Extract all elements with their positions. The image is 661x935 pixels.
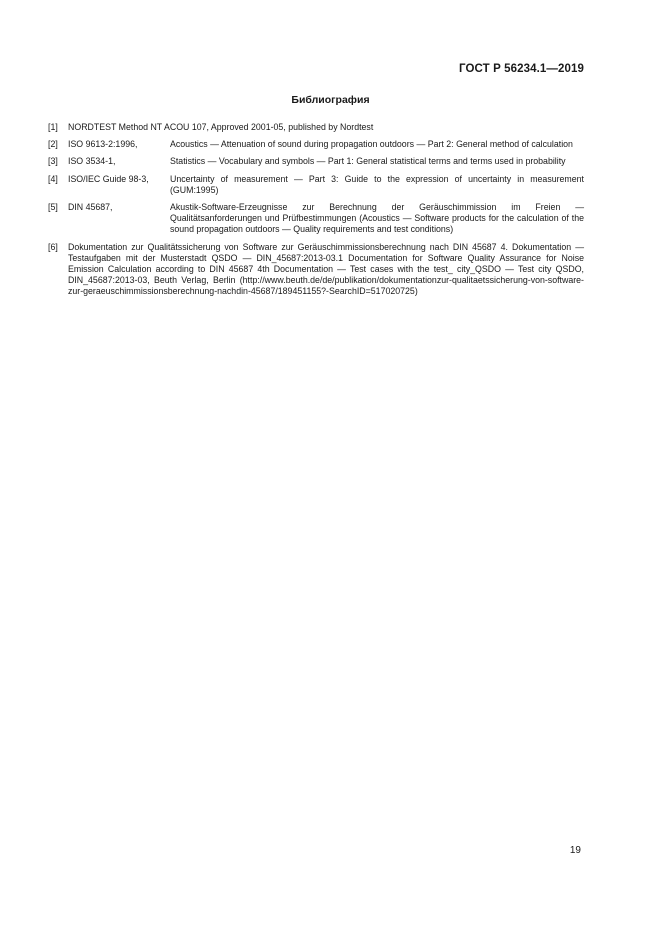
bibliography-entry xyxy=(48,174,584,196)
entry-text: Uncertainty of measurement — Part 3: Guide to the expression of uncertainty in measurement (GUM:1995) xyxy=(170,173,584,195)
page-number: 19 xyxy=(569,845,581,856)
bibliography-title: Библиография xyxy=(291,94,370,106)
bibliography-list xyxy=(48,122,584,304)
bibliography-entry xyxy=(48,156,584,167)
entry-number: [3] xyxy=(48,156,58,167)
entry-text: Dokumentation zur Qualitätssicherung von Software zur Geräuschimmissionsberechnung nach DIN 45687 4. Dokumentation — Testaufgaben mit der Musterstadt QSDO — DIN_45687:2013-03.1 Documentation for Software Quality Assurance for Noise Emission Calculation according to DIN 45687 4th Documentation — Test cases with the test_ city_QSDO — Test city QSDO, DIN_45687:2013-03, Beuth Verlag, Berlin (http://www.beuth.de/de/publikation/dokumentationzur-qualitaetssicherung-von-software-zur-geraeuschimmissionsberechnung-nachdin-45687/189451155?-SearchID=517020725) xyxy=(68,241,584,297)
entry-number: [5] xyxy=(48,202,58,213)
bibliography-entry xyxy=(48,202,584,236)
entry-reference: ISO 3534-1, xyxy=(68,156,116,167)
entry-number: [4] xyxy=(48,173,58,184)
entry-reference: ISO 9613-2:1996, xyxy=(68,139,138,150)
entry-text: Akustik-Software-Erzeugnisse zur Berechnung der Geräuschimmission im Freien — Qualitätsanforderungen und Prüfbestimmungen (Acoustics — Software products for the calculation of the sound propagation outdoors — Quality requirements and test conditions) xyxy=(170,202,584,235)
bibliography-entry xyxy=(48,122,584,133)
bibliography-entry xyxy=(48,242,584,298)
entry-reference: ISO/IEC Guide 98-3, xyxy=(68,173,149,184)
entry-text: Statistics — Vocabulary and symbols — Part 1: General statistical terms and terms used in probability xyxy=(170,156,566,167)
entry-number: [6] xyxy=(48,241,58,252)
entry-reference: DIN 45687, xyxy=(68,202,113,213)
entry-text: Acoustics — Attenuation of sound during propagation outdoors — Part 2: General method of calculation xyxy=(170,139,573,150)
entry-number: [2] xyxy=(48,139,58,150)
document-header: ГОСТ Р 56234.1—2019 xyxy=(459,63,584,75)
entry-text: NORDTEST Method NT ACOU 107, Approved 2001-05, published by Nordtest xyxy=(68,122,374,132)
entry-number: [1] xyxy=(48,122,58,132)
bibliography-entry xyxy=(48,139,584,150)
